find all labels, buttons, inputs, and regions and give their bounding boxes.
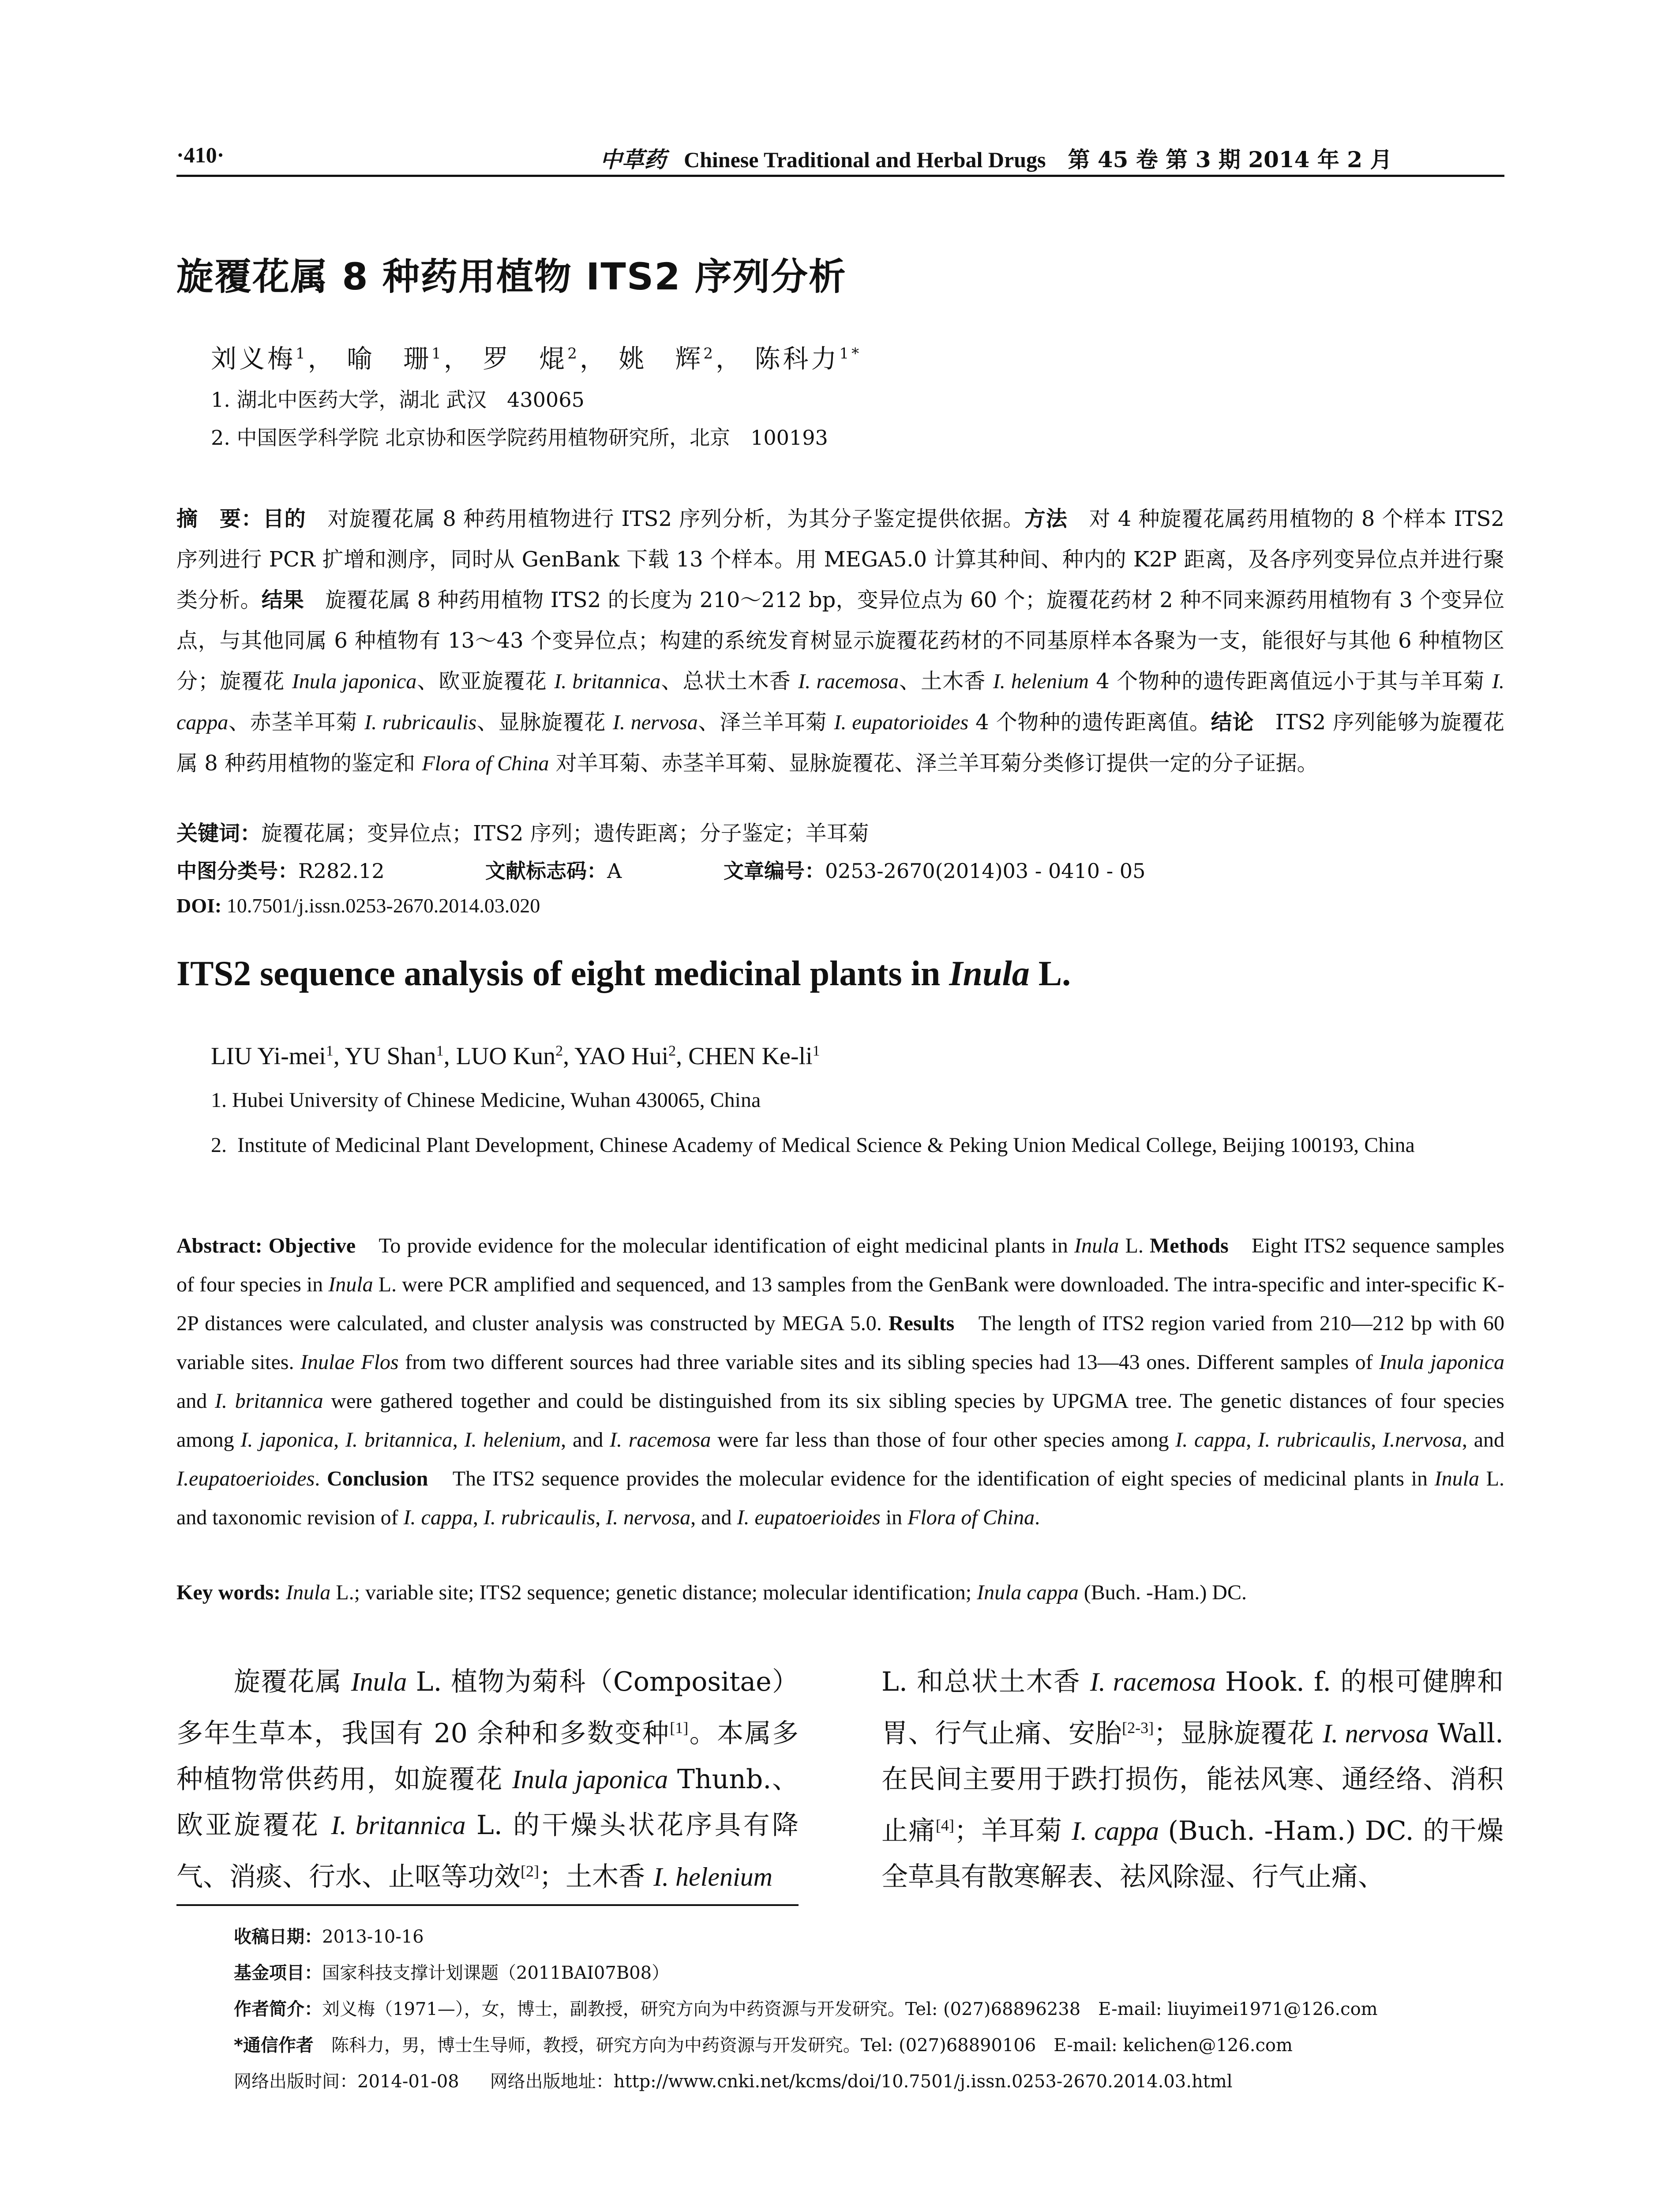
- text: and: [176, 1389, 215, 1413]
- text: To provide evidence for the molecular identification of eight medicinal plants in: [356, 1234, 1075, 1257]
- species-name: I. cappa: [176, 670, 1504, 734]
- author-sup: 2: [703, 345, 716, 363]
- body-text: ；显脉旋覆花: [1154, 1718, 1323, 1749]
- title-en-genus: Inula: [949, 954, 1030, 993]
- header-rule: [176, 175, 1504, 177]
- body-column-left: [176, 1659, 799, 1900]
- footnote-label: *通信作者: [234, 2035, 314, 2056]
- author-sep: ，: [715, 344, 744, 374]
- text: were gathered together and could be distinguished from its six sibling species by UPGMA tree. The genetic distances of four species among: [176, 1389, 1504, 1452]
- species-name: Inula: [1434, 1467, 1479, 1490]
- author-sep: ,: [333, 1043, 345, 1070]
- author-sup: 2: [555, 1043, 563, 1059]
- text: ,: [1246, 1428, 1258, 1452]
- footnote-corresponding: [234, 2031, 1293, 2056]
- article-number-label: 文章编号：: [724, 859, 825, 883]
- author-en: CHEN Ke-li: [688, 1043, 813, 1070]
- abstract-cn: [176, 499, 1504, 784]
- text: ,: [472, 1506, 484, 1529]
- doc-code-value: A: [607, 859, 622, 883]
- species-name: I. eupatoerioides: [737, 1506, 881, 1529]
- affiliation-en-1: 1. Hubei University of Chinese Medicine, Wuhan 430065, China: [211, 1088, 761, 1112]
- results-en-label: Results: [888, 1312, 955, 1335]
- text: The ITS2 sequence provides the molecular evidence for the identification of eight species of medicinal plants in: [428, 1467, 1435, 1490]
- affiliation-cn-1: 1. 湖北中医药大学，湖北 武汉 430065: [211, 388, 585, 412]
- journal-line: [600, 142, 1392, 174]
- species-name: I. nervosa: [606, 1506, 691, 1529]
- text: ,: [595, 1506, 606, 1529]
- footnote-text: 国家科技支撑计划课题（2011BAI07B08）: [322, 1963, 670, 1983]
- body-text: L. 的干燥头状花序具有降气、消痰、行水、止呕等功效: [176, 1810, 799, 1892]
- affiliation-en-2-number: 2.: [211, 1133, 227, 1157]
- footnote-label: 收稿日期：: [234, 1927, 322, 1947]
- footnote-text: 2013-10-16: [322, 1927, 424, 1947]
- results-text: 4 个物种的遗传距离值。: [968, 710, 1211, 735]
- methods-label: 方法: [1024, 506, 1068, 531]
- body-text: ；土木香: [539, 1861, 654, 1892]
- abstract-label: 摘 要：: [176, 506, 263, 531]
- keywords-cn: [176, 816, 869, 847]
- keywords-text: 旋覆花属；变异位点；ITS2 序列；遗传距离；分子鉴定；羊耳菊: [261, 821, 869, 846]
- conclusion-label: 结论: [1211, 710, 1254, 735]
- doi-label: DOI:: [176, 894, 222, 917]
- text: ,: [334, 1428, 345, 1452]
- affiliation-en-2-text: Institute of Medicinal Plant Development, Chinese Academy of Medical Science & Peking Union Medical College, Beijing 100193, China: [237, 1133, 1415, 1157]
- text: from two different sources had three variable sites and its sibling species had 13—43 ones. Different samples of: [398, 1351, 1380, 1374]
- conclusion-text: 对羊耳菊、赤茎羊耳菊、显脉旋覆花、泽兰羊耳菊分类修订提供一定的分子证据。: [549, 751, 1318, 776]
- footnote-text: 刘义梅（1971—），女，博士，副教授，研究方向为中药资源与开发研究。Tel: (027)68896238 E-mail: liuyimei1971@126.com: [322, 1999, 1378, 2019]
- conclusion-text: ITS2 序列能够为旋覆花属 8 种药用植物的鉴定和: [176, 710, 1504, 776]
- body-column-right: [881, 1659, 1504, 1900]
- authors-cn: [211, 338, 862, 375]
- flora-title: Flora of China: [422, 752, 549, 775]
- keywords-en-label: Key words:: [176, 1581, 281, 1604]
- body-text: L. 和总状土木香: [881, 1666, 1090, 1697]
- footnote-text: 2014-01-08: [357, 2071, 459, 2092]
- running-header: [176, 137, 1504, 179]
- authors-en: [211, 1042, 820, 1070]
- abstract-en: [176, 1227, 1504, 1537]
- species-name: I. cappa: [403, 1506, 473, 1529]
- results-text: 4 个物种的遗传距离值远小于其与羊耳菊: [1088, 669, 1492, 694]
- results-label: 结果: [261, 588, 304, 612]
- results-text: 、总状土木香: [660, 669, 799, 694]
- author-cn: 喻 珊: [347, 344, 432, 374]
- text: L.: [1119, 1234, 1150, 1257]
- flora-title: Flora of China: [908, 1506, 1035, 1529]
- species-name: I. helenium: [464, 1428, 561, 1452]
- species-name: I. rubricaulis: [1258, 1428, 1371, 1452]
- title-en: [176, 954, 1071, 994]
- author-sup: 1: [812, 1043, 820, 1059]
- species-name: I. britannica: [554, 670, 661, 693]
- keywords-en: [176, 1580, 1504, 1605]
- footnote-label: 基金项目：: [234, 1963, 322, 1983]
- species-name: Inula: [280, 1581, 331, 1604]
- author-cn: 刘义梅: [211, 344, 296, 374]
- title-cn: 旋覆花属 8 种药用植物 ITS2 序列分析: [176, 255, 847, 298]
- affiliation-cn-2: 2. 中国医学科学院 北京协和医学院药用植物研究所，北京 100193: [211, 426, 828, 450]
- text: were far less than those of four other species among: [711, 1428, 1176, 1452]
- journal-issue: 第 45 卷 第 3 期 2014 年 2 月: [1068, 146, 1392, 173]
- text: in: [880, 1506, 908, 1529]
- author-sep: ,: [563, 1043, 575, 1070]
- citation: [1]: [670, 1719, 689, 1737]
- species-name: Inula: [328, 1273, 373, 1296]
- species-name: I. racemosa: [798, 670, 899, 693]
- results-text: 、欧亚旋覆花: [416, 669, 555, 694]
- species-name: I. nervosa: [1323, 1719, 1429, 1748]
- results-text: 、泽兰羊耳菊: [698, 710, 834, 735]
- author-cn: 陈科力: [754, 344, 840, 374]
- footnote-label: 网络出版地址：: [490, 2071, 614, 2092]
- text: L. and taxonomic revision of: [176, 1467, 1504, 1529]
- author-sup: 1: [326, 1043, 334, 1059]
- journal-name-en: Chinese Traditional and Herbal Drugs: [684, 147, 1046, 172]
- species-name: I. nervosa: [613, 711, 698, 734]
- footnote-rule: [176, 1904, 799, 1906]
- footnote-author-bio: [234, 1995, 1378, 2020]
- species-name: I. helenium: [993, 670, 1089, 693]
- doi-line: [176, 894, 540, 917]
- species-name: Inula cappa: [977, 1581, 1079, 1604]
- author-sep: ，: [579, 344, 608, 374]
- clc-label: 中图分类号：: [176, 859, 298, 883]
- text: , and: [1462, 1428, 1504, 1452]
- author-en: LUO Kun: [456, 1043, 556, 1070]
- author-sup: 1: [296, 345, 308, 363]
- body-text: 旋覆花属: [234, 1666, 351, 1697]
- text: .: [315, 1467, 327, 1490]
- conclusion-en-label: Conclusion: [326, 1467, 428, 1490]
- text: L. were PCR amplified and sequenced, and 13 samples from the GenBank were downloaded. The intra-specific and inter-specific K-2P distances were calculated, and cluster analysis was constructed by MEGA 5.0.: [176, 1273, 1504, 1335]
- species-name: I. rubricaulis: [364, 711, 477, 734]
- text: , and: [561, 1428, 610, 1452]
- title-en-text: ITS2 sequence analysis of eight medicinal plants in: [176, 954, 949, 993]
- results-text: 旋覆花属 8 种药用植物 ITS2 的长度为 210～212 bp，变异位点为 60 个；旋覆花药材 2 种不同来源药用植物有 3 个变异位点，与其他同属 6 种植物有 13～43 个变异位点；构建的系统发育树显示旋覆花药材的不同基原样本各聚为一支，能很好与其他 6 种植物区分；旋覆花: [176, 588, 1504, 694]
- doi-value: 10.7501/j.issn.0253-2670.2014.03.020: [221, 894, 540, 917]
- footnote-label: 作者简介：: [234, 1999, 322, 2019]
- abstract-en-label: Abstract: Objective: [176, 1234, 356, 1257]
- body-text: 。本属多种植物常供药用，如旋覆花: [176, 1718, 799, 1795]
- species-name: I. britannica: [345, 1428, 453, 1452]
- author-en: YAO Hui: [574, 1043, 669, 1070]
- body-text: ；羊耳菊: [954, 1816, 1072, 1846]
- author-sup: 1: [431, 345, 444, 363]
- footnote-link: http://www.cnki.net/kcms/doi/10.7501/j.issn.0253-2670.2014.03.html: [613, 2071, 1233, 2092]
- author-sep: ，: [443, 344, 472, 374]
- species-name: I.eupatoerioides: [176, 1467, 315, 1490]
- keywords-en-text: (Buch. -Ham.) DC.: [1078, 1581, 1247, 1604]
- journal-name-cn: 中草药: [600, 146, 666, 173]
- citation: [4]: [935, 1816, 954, 1834]
- author-sup: 1: [436, 1043, 444, 1059]
- species-name: I. eupatorioides: [834, 711, 969, 734]
- text: , and: [690, 1506, 737, 1529]
- species-name: Inula japonica: [512, 1765, 668, 1794]
- footnote-text: 陈科力，男，博士生导师，教授，研究方向为中药资源与开发研究。Tel: (027)68890106 E-mail: kelichen@126.com: [313, 2035, 1293, 2056]
- species-name: I. japonica: [240, 1428, 334, 1452]
- species-name: I. britannica: [331, 1811, 466, 1840]
- species-name: I. helenium: [653, 1862, 772, 1891]
- classification-line: [176, 855, 1504, 884]
- results-text: 、赤茎羊耳菊: [228, 710, 365, 735]
- citation: [2-3]: [1122, 1719, 1154, 1737]
- footnote-online: [234, 2067, 1233, 2093]
- species-name: Inula: [351, 1667, 407, 1696]
- doc-code-label: 文献标志码：: [485, 859, 607, 883]
- author-sup: 2: [668, 1043, 676, 1059]
- text: ,: [452, 1428, 465, 1452]
- body-text: (Buch. -Ham.) DC. 的干燥全草具有散寒解表、祛风除湿、行气止痛、: [881, 1816, 1504, 1892]
- footnote-fund: [234, 1959, 669, 1984]
- species-name: I.nervosa: [1382, 1428, 1462, 1452]
- species-name: I. cappa: [1175, 1428, 1246, 1452]
- results-text: 、显脉旋覆花: [476, 710, 613, 735]
- author-en: LIU Yi-mei: [211, 1043, 326, 1070]
- affiliation-en-2: [211, 1126, 1504, 1165]
- body-text: Hook. f. 的根可健脾和胃、行气止痛、安胎: [881, 1666, 1504, 1749]
- author-sup: 2: [567, 345, 580, 363]
- citation: [2]: [521, 1862, 539, 1880]
- page-number: ·410·: [176, 143, 225, 167]
- body-text: Wall. 在民间主要用于跌打损伤，能祛风寒、通经络、消积止痛: [881, 1718, 1504, 1846]
- footnote-label: 网络出版时间：: [234, 2071, 357, 2092]
- species-name: I. cappa: [1072, 1816, 1159, 1846]
- species-name: I. britannica: [214, 1389, 323, 1413]
- methods-text: 对 4 种旋覆花属药用植物的 8 个样本 ITS2 序列进行 PCR 扩增和测序，同时从 GenBank 下载 13 个样本。用 MEGA5.0 计算其种间、种内的 K2P 距离，及各序列变异位点并进行聚类分析。: [176, 506, 1504, 612]
- species-name: Inula japonica: [292, 670, 417, 693]
- species-name: Inula japonica: [1379, 1351, 1505, 1374]
- footnote-received: [234, 1923, 424, 1948]
- title-en-text: L.: [1029, 954, 1071, 993]
- text: Eight ITS2 sequence samples of four species in: [176, 1234, 1504, 1296]
- author-en: YU Shan: [345, 1043, 436, 1070]
- keywords-label: 关键词：: [176, 821, 262, 846]
- species-name: Inulae Flos: [300, 1351, 399, 1374]
- species-name: Inula: [1074, 1234, 1119, 1257]
- author-cn: 姚 辉: [619, 344, 704, 374]
- text: ,: [1371, 1428, 1383, 1452]
- author-sep: ,: [443, 1043, 456, 1070]
- objective-text: 对旋覆花属 8 种药用植物进行 ITS2 序列分析，为其分子鉴定提供依据。: [306, 506, 1024, 531]
- body-text: L. 植物为菊科（Compositae）多年生草本，我国有 20 余种和多数变种: [176, 1666, 799, 1749]
- objective-label: 目的: [262, 506, 306, 531]
- text: The length of ITS2 region varied from 210—212 bp with 60 variable sites.: [176, 1312, 1504, 1374]
- results-text: 、土木香: [899, 669, 993, 694]
- author-sep: ，: [308, 344, 336, 374]
- species-name: I. racemosa: [610, 1428, 711, 1452]
- author-sep: ,: [676, 1043, 689, 1070]
- keywords-en-text: L.; variable site; ITS2 sequence; genetic distance; molecular identification;: [330, 1581, 977, 1604]
- author-cn: 罗 焜: [483, 344, 568, 374]
- author-sup: 1*: [839, 345, 862, 363]
- clc-value: R282.12: [298, 859, 385, 883]
- text: .: [1035, 1506, 1040, 1529]
- article-number-value: 0253-2670(2014)03 - 0410 - 05: [825, 859, 1146, 883]
- methods-en-label: Methods: [1149, 1234, 1229, 1257]
- body-text: Thunb.、欧亚旋覆花: [176, 1764, 799, 1841]
- species-name: I. racemosa: [1090, 1667, 1216, 1696]
- species-name: I. rubricaulis: [483, 1506, 596, 1529]
